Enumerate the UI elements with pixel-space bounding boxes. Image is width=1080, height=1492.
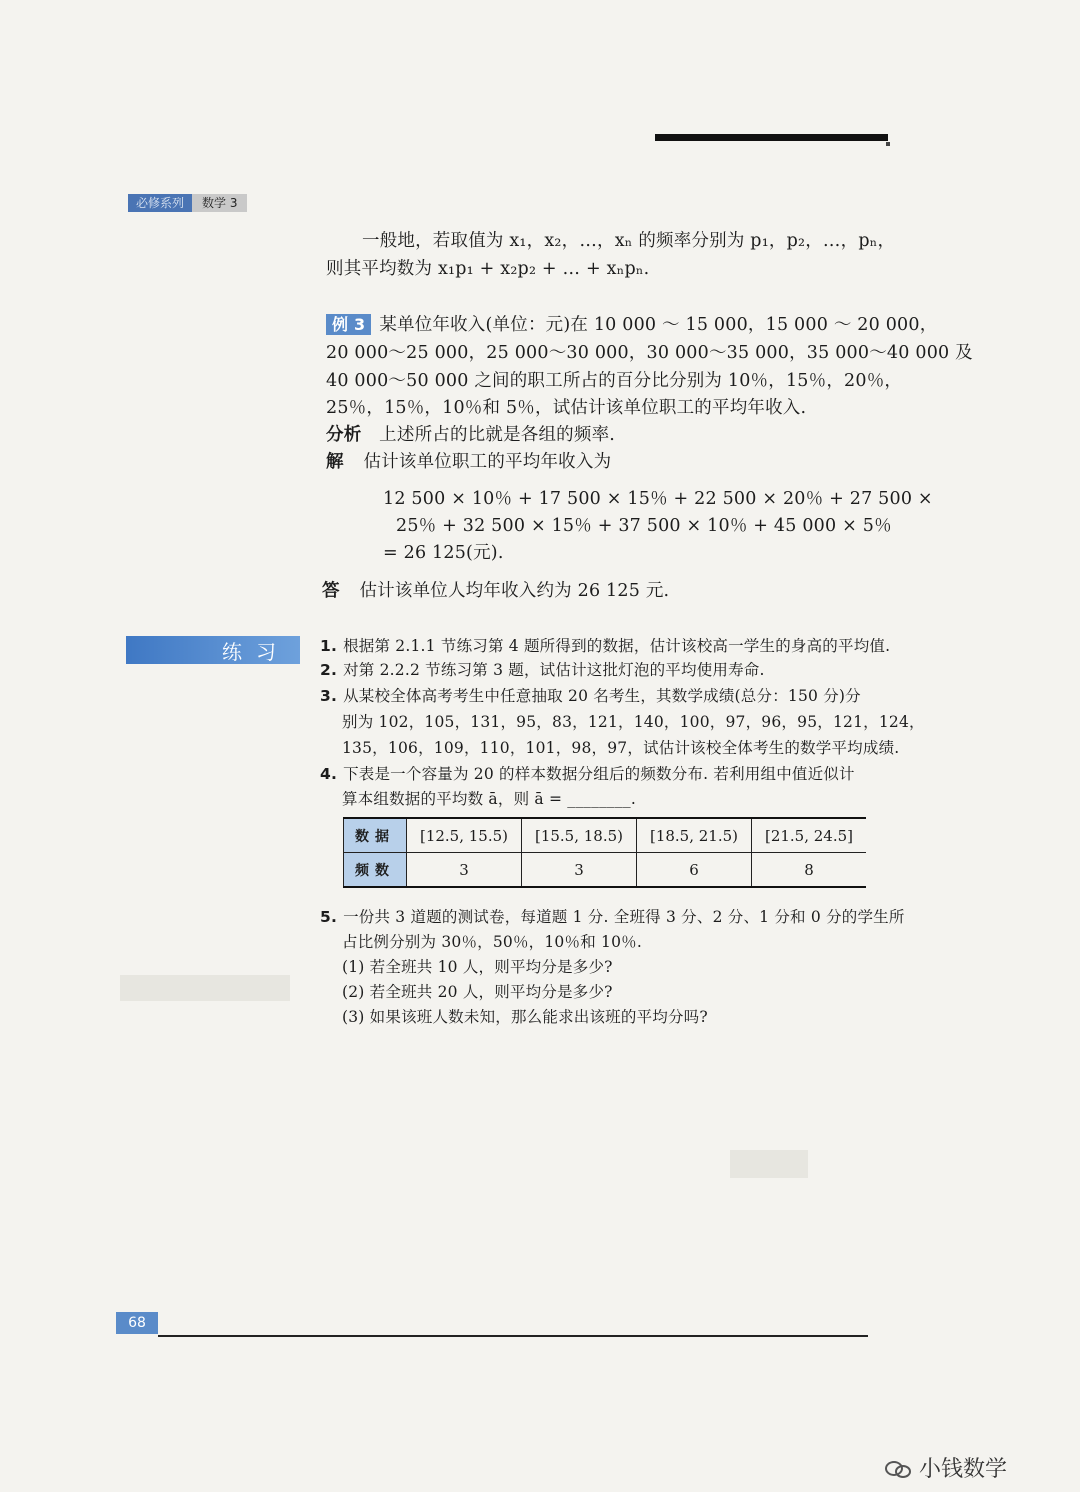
table-cell: 6 [637,853,752,888]
top-rule [655,134,888,141]
exercise-5-sub-2: (2) 若全班共 20 人，则平均分是多少? [342,983,613,1001]
intro-line-2: 则其平均数为 x₁p₁ + x₂p₂ + … + xₙpₙ. [326,259,650,279]
exercise-number: 5. [320,908,338,926]
example-badge: 例 3 [326,314,371,335]
exercise-number: 1. [320,637,338,655]
exercise-3-line-2: 别为 102，105，131，95，83，121，140，100，97，96，95，121，124， [342,713,925,731]
exercise-5-sub-3: (3) 如果该班人数未知，那么能求出该班的平均分吗? [342,1008,708,1026]
analysis-line [326,423,615,447]
exercise-number: 2. [320,661,338,679]
answer-label: 答 [322,581,340,601]
exercise-4-line-2: 算本组数据的平均数 ā，则 ā = ________. [342,790,637,808]
exercise-3-line-1 [320,684,861,708]
page-number: 68 [116,1312,158,1334]
series-tag [128,194,247,212]
intro-line-1: 一般地，若取值为 x₁，x₂，…，xₙ 的频率分别为 p₁，p₂，…，pₙ， [362,231,896,251]
bleed-through-block [120,975,290,1001]
exercise-text: 根据第 2.1.1 节练习第 4 题所得到的数据，估计该校高一学生的身高的平均值. [343,637,891,655]
frequency-table [343,817,866,888]
exercise-5-sub-1: (1) 若全班共 10 人，则平均分是多少? [342,958,613,976]
table-cell: [18.5, 21.5) [637,818,752,853]
solution-text: 估计该单位职工的平均年收入为 [363,452,612,472]
table-cell: 3 [522,853,637,888]
row-header-frequency: 频数 [344,853,407,888]
bottom-rule [158,1335,868,1337]
calc-line-3: = 26 125(元). [383,543,504,563]
exercise-text: 下表是一个容量为 20 的样本数据分组后的频数分布. 若利用组中值近似计 [343,765,855,783]
analysis-text: 上述所占的比就是各组的频率. [379,425,616,445]
exercise-1 [320,634,890,658]
example-line-3: 40 000～50 000 之间的职工所占的百分比分别为 10％，15％，20％， [326,371,903,391]
top-rule-mark [886,142,890,146]
series-label: 必修系列 [128,194,192,212]
exercise-text: 对第 2.2.2 节练习第 3 题，试估计这批灯泡的平均使用寿命. [343,661,765,679]
example-line-4: 25％，15％，10％和 5％，试估计该单位职工的平均年收入. [326,398,807,418]
watermark [885,1452,1007,1483]
subject-label: 数学 3 [192,194,247,212]
exercise-number: 3. [320,687,338,705]
calc-line-1: 12 500 × 10％ + 17 500 × 15％ + 22 500 × 20％ + 27 500 × [383,489,933,509]
calc-line-2: 25％ + 32 500 × 15％ + 37 500 × 10％ + 45 000 × 5％ [396,516,892,536]
solution-label: 解 [326,452,344,472]
exercise-5-line-2: 占比例分别为 30％，50％，10％和 10％. [342,933,642,951]
table-cell: 3 [407,853,522,888]
practice-banner: 练习 [126,636,300,664]
table-cell: [12.5, 15.5) [407,818,522,853]
exercise-2 [320,658,765,682]
table-row [344,818,867,853]
answer-line [322,579,669,603]
exercise-4-line-1 [320,762,855,786]
exercise-text: 一份共 3 道题的测试卷，每道题 1 分. 全班得 3 分、2 分、1 分和 0 分的学生所 [343,908,905,926]
exercise-text: 从某校全体高考考生中任意抽取 20 名考生，其数学成绩(总分：150 分)分 [343,687,861,705]
exercise-3-line-3: 135，106，109，110，101，98，97，试估计该校全体考生的数学平均成绩. [342,739,900,757]
bleed-through-block [730,1150,808,1178]
example-line-1 [326,313,937,337]
exercise-5-line-1 [320,905,905,929]
example-text: 某单位年收入(单位：元)在 10 000 ～ 15 000，15 000 ～ 20 000， [379,315,938,335]
solution-line [326,450,611,474]
table-cell: [15.5, 18.5) [522,818,637,853]
row-header-data: 数据 [344,818,407,853]
watermark-text: 小钱数学 [919,1457,1008,1482]
table-cell: [21.5, 24.5] [752,818,867,853]
answer-text: 估计该单位人均年收入约为 26 125 元. [359,581,670,601]
exercise-number: 4. [320,765,338,783]
wechat-icon [885,1459,913,1477]
table-cell: 8 [752,853,867,888]
analysis-label: 分析 [326,425,362,445]
table-row [344,853,867,888]
example-line-2: 20 000～25 000，25 000～30 000，30 000～35 000，35 000～40 000 及 [326,343,973,363]
